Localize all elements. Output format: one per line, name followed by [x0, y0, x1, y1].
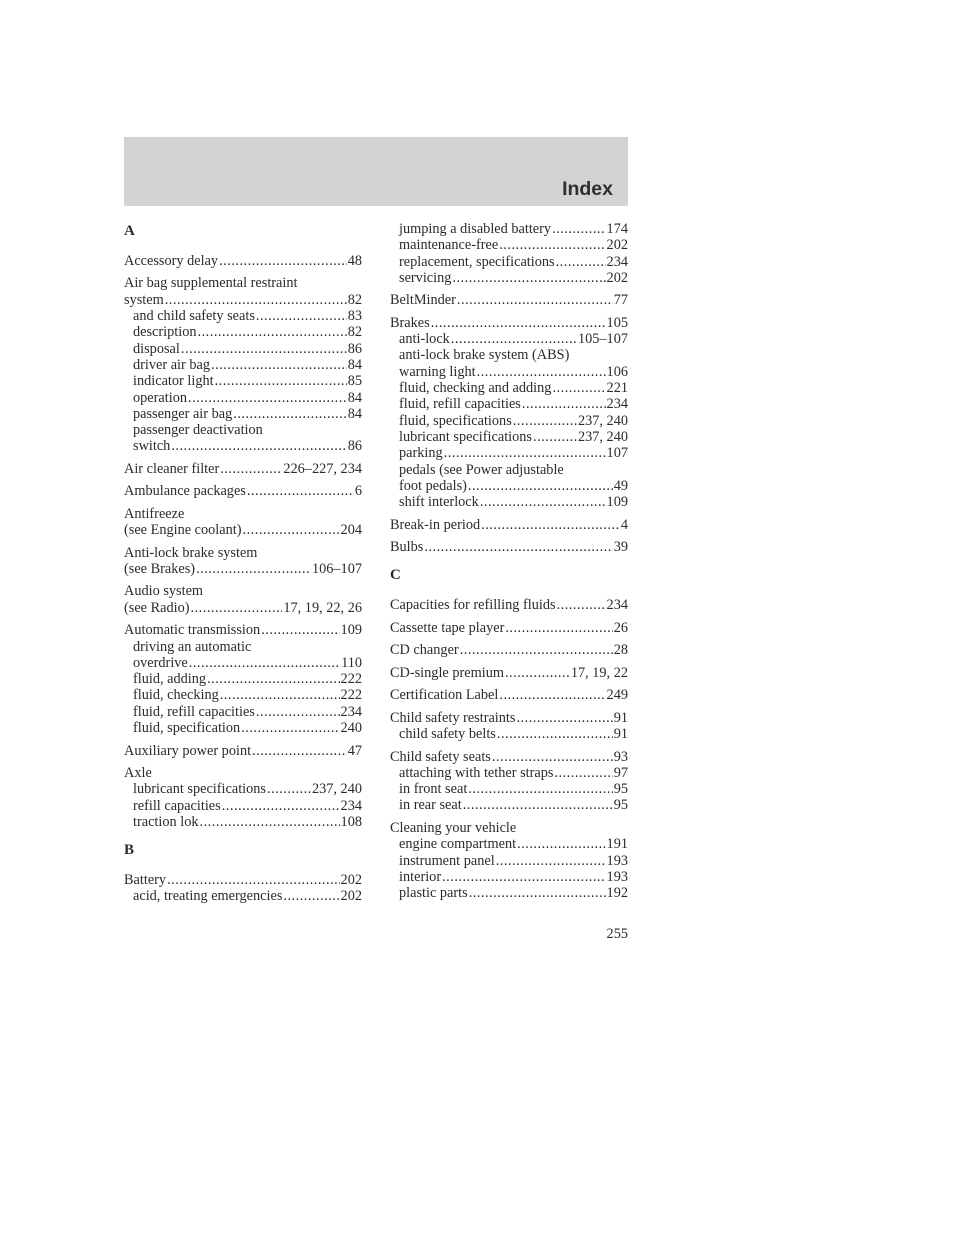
index-page-ref: 82: [347, 324, 362, 341]
dot-leader: [497, 726, 613, 742]
index-subentry-line: [390, 781, 628, 797]
dot-leader: [480, 494, 606, 510]
index-subentry-line: [390, 221, 628, 237]
index-page-ref: 202: [340, 888, 362, 905]
index-page-ref: 85: [347, 373, 362, 390]
index-subentry-line: [390, 413, 628, 429]
index-page-ref: 84: [347, 356, 362, 373]
index-subentry-line: [390, 836, 628, 852]
index-term: traction lok: [133, 813, 199, 830]
index-term: (see Brakes): [124, 560, 196, 577]
index-term: Antifreeze: [124, 505, 185, 522]
index-term: anti-lock: [399, 331, 450, 348]
dot-leader: [492, 749, 613, 765]
index-subentry-line: [124, 341, 362, 357]
dot-leader: [431, 315, 606, 331]
dot-leader: [200, 814, 340, 830]
index-subentry-line: [124, 390, 362, 406]
index-entry-line: [124, 483, 362, 499]
dot-leader: [468, 781, 612, 797]
index-term: jumping a disabled battery: [399, 221, 552, 237]
index-term: parking: [399, 445, 443, 462]
dot-leader: [505, 620, 612, 636]
dot-leader: [256, 308, 347, 324]
index-entry-line: [390, 820, 628, 836]
index-page-ref: 93: [613, 748, 628, 765]
index-page-ref: 222: [340, 671, 362, 688]
index-subentry-line: [124, 639, 362, 655]
index-term: fluid, refill capacities: [133, 703, 255, 720]
index-term: pedals (see Power adjustable: [399, 461, 564, 478]
index-entry-line: [390, 710, 628, 726]
index-entry: [124, 461, 362, 477]
dot-leader: [513, 413, 577, 429]
dot-leader: [533, 429, 577, 445]
index-entry-line: [124, 583, 362, 599]
index-term: fluid, adding: [133, 671, 207, 688]
index-term: Automatic transmission: [124, 622, 261, 639]
index-page-ref: 234: [606, 396, 628, 413]
index-page-ref: 39: [613, 539, 628, 556]
index-page-ref: 91: [613, 726, 628, 743]
index-page-ref: 95: [613, 797, 628, 814]
index-subentry-line: [390, 237, 628, 253]
index-page-ref: 237, 240: [577, 428, 628, 445]
index-term: switch: [133, 438, 171, 455]
index-page-ref: 49: [613, 477, 628, 494]
index-entry-line: [124, 561, 362, 577]
index-term: Break-in period: [390, 516, 481, 533]
dot-leader: [477, 364, 606, 380]
dot-leader: [552, 221, 605, 237]
index-term: fluid, refill capacities: [399, 396, 521, 413]
index-term: plastic parts: [399, 885, 468, 902]
index-page-ref: 192: [606, 885, 628, 902]
index-subentry-line: [124, 357, 362, 373]
index-term: indicator light: [133, 373, 214, 390]
index-page-ref: 48: [347, 253, 362, 269]
index-subentry-line: [390, 494, 628, 510]
index-subentry-line: [390, 347, 628, 363]
index-subentry-line: [390, 445, 628, 461]
index-term: Brakes: [390, 314, 430, 331]
index-page-ref: 95: [613, 781, 628, 798]
index-term: Accessory delay: [124, 253, 219, 269]
index-term: driver air bag: [133, 356, 211, 373]
section-letter: B: [124, 842, 135, 859]
index-page-ref: 86: [347, 438, 362, 455]
index-subentry-line: [124, 781, 362, 797]
index-term: driving an automatic: [133, 638, 252, 655]
index-page-ref: 106–107: [311, 560, 362, 577]
index-page-ref: 107: [606, 445, 628, 462]
index-term: child safety belts: [399, 726, 496, 743]
index-page-ref: 226–227, 234: [283, 460, 362, 477]
index-entry: [124, 483, 362, 499]
index-entry: [124, 506, 362, 539]
dot-leader: [505, 665, 570, 681]
index-entry-line: [390, 620, 628, 636]
dot-leader: [215, 373, 347, 389]
index-term: fluid, checking and adding: [399, 380, 552, 397]
index-subentry-line: [124, 438, 362, 454]
index-entry-line: [124, 461, 362, 477]
index-entry: [390, 597, 628, 613]
index-term: overdrive: [133, 654, 188, 671]
index-entry-line: [390, 597, 628, 613]
index-entry-line: [390, 517, 628, 533]
dot-leader: [522, 396, 606, 412]
page-number: 255: [606, 926, 628, 942]
index-page-ref: 240: [340, 720, 362, 737]
index-page-ref: 47: [347, 742, 362, 759]
section-letter: C: [390, 567, 401, 584]
index-page-ref: 97: [613, 764, 628, 781]
index-page-ref: 91: [613, 709, 628, 726]
index-term: instrument panel: [399, 852, 495, 869]
index-subentry-line: [390, 364, 628, 380]
index-term: replacement, specifications: [399, 253, 555, 270]
index-entry-line: [124, 545, 362, 561]
dot-leader: [188, 390, 347, 406]
index-term: Air cleaner filter: [124, 460, 220, 477]
dot-leader: [243, 522, 340, 538]
index-page-ref: 86: [347, 340, 362, 357]
index-entry: [124, 622, 362, 736]
dot-leader: [444, 445, 606, 461]
index-entry: [124, 275, 362, 454]
index-page-ref: 106: [606, 363, 628, 380]
dot-leader: [468, 478, 613, 494]
index-term: Certification Label: [390, 687, 499, 704]
index-page-ref: 109: [606, 494, 628, 511]
index-subentry-line: [390, 885, 628, 901]
index-term: Bulbs: [390, 539, 424, 556]
index-entry: [124, 765, 362, 830]
index-entry: [390, 710, 628, 743]
index-term: CD-single premium: [390, 664, 504, 681]
index-term: description: [133, 324, 197, 341]
index-term: system: [124, 291, 164, 308]
dot-leader: [256, 704, 340, 720]
index-page-ref: 249: [606, 687, 628, 704]
index-entry: [390, 292, 628, 308]
index-subentry-line: [390, 797, 628, 813]
dot-leader: [165, 292, 347, 308]
index-subentry-line: [390, 331, 628, 347]
index-entry-line: [124, 872, 362, 888]
index-page-ref: 237, 240: [577, 412, 628, 429]
dot-leader: [167, 872, 339, 888]
index-page-ref: 109: [340, 622, 362, 639]
index-subentry-line: [390, 478, 628, 494]
index-term: (see Engine coolant): [124, 522, 242, 539]
index-page-ref: 234: [606, 253, 628, 270]
dot-leader: [556, 254, 606, 270]
index-entry-line: [390, 315, 628, 331]
index-subentry-line: [124, 687, 362, 703]
index-entry-line: [124, 743, 362, 759]
index-page-ref: 84: [347, 389, 362, 406]
index-entry-line: [390, 687, 628, 703]
dot-leader: [496, 853, 606, 869]
index-entry: [124, 583, 362, 616]
index-subentry-line: [390, 869, 628, 885]
index-subentry-line: [124, 655, 362, 671]
index-page-ref: 222: [340, 687, 362, 704]
index-column-left: [124, 221, 362, 911]
index-entry-line: [124, 253, 362, 269]
index-term: in rear seat: [399, 797, 462, 814]
index-subentry-line: [124, 671, 362, 687]
index-page-ref: 84: [347, 405, 362, 422]
index-subentry-line: [390, 726, 628, 742]
dot-leader: [252, 743, 347, 759]
dot-leader: [189, 655, 340, 671]
index-subentry-line: [124, 373, 362, 389]
index-subentry-line: [124, 324, 362, 340]
dot-leader: [517, 836, 605, 852]
index-page-ref: 237, 240: [311, 781, 362, 798]
index-term: fluid, checking: [133, 687, 219, 704]
index-subentry-line: [390, 429, 628, 445]
dot-leader: [469, 885, 606, 901]
dot-leader: [452, 270, 605, 286]
index-term: Audio system: [124, 583, 204, 600]
dot-leader: [267, 781, 311, 797]
dot-leader: [198, 324, 347, 340]
dot-leader: [171, 438, 346, 454]
index-entry-line: [390, 642, 628, 658]
index-term: passenger air bag: [133, 405, 233, 422]
dot-leader: [219, 253, 347, 269]
index-entry-line: [124, 292, 362, 308]
index-subentry-line: [124, 888, 362, 904]
index-page-ref: 4: [620, 516, 628, 533]
index-term: Child safety restraints: [390, 709, 516, 726]
index-term: in front seat: [399, 781, 468, 798]
index-entry: [390, 221, 628, 286]
section-letter: A: [124, 223, 135, 239]
index-page-ref: 234: [606, 597, 628, 614]
index-subentry-line: [390, 380, 628, 396]
index-page-ref: 108: [340, 813, 362, 830]
dot-leader: [463, 797, 613, 813]
index-page-ref: 193: [606, 868, 628, 885]
index-subentry-line: [390, 765, 628, 781]
dot-leader: [220, 687, 340, 703]
index-subentry-line: [390, 254, 628, 270]
dot-leader: [241, 720, 339, 736]
index-entry: [390, 539, 628, 555]
index-page-ref: 17, 19, 22: [570, 664, 628, 681]
index-term: disposal: [133, 340, 180, 357]
dot-leader: [557, 597, 606, 613]
index-term: interior: [399, 868, 442, 885]
index-subentry-line: [124, 720, 362, 736]
index-term: BeltMinder: [390, 292, 456, 309]
index-subentry-line: [390, 396, 628, 412]
dot-leader: [516, 710, 612, 726]
index-term: engine compartment: [399, 836, 517, 853]
index-page-ref: 110: [341, 654, 362, 671]
index-term: shift interlock: [399, 494, 479, 511]
index-page-ref: 202: [606, 269, 628, 286]
index-term: lubricant specifications: [399, 428, 532, 445]
index-page-ref: 77: [613, 292, 628, 309]
index-entry-line: [390, 749, 628, 765]
index-page-ref: 221: [606, 380, 628, 397]
index-term: maintenance-free: [399, 237, 499, 254]
index-page-ref: 234: [340, 703, 362, 720]
index-term: Battery: [124, 872, 167, 889]
index-term: (see Radio): [124, 599, 190, 616]
index-entry: [390, 749, 628, 814]
index-term: operation: [133, 389, 187, 406]
dot-leader: [457, 292, 613, 308]
index-subentry-line: [124, 704, 362, 720]
index-entry-line: [124, 600, 362, 616]
index-term: Anti-lock brake system: [124, 544, 258, 561]
index-column-right: [390, 221, 628, 908]
index-entry: [390, 687, 628, 703]
index-term: CD changer: [390, 642, 459, 659]
index-entry-line: [124, 275, 362, 291]
index-entry: [124, 545, 362, 578]
index-term: attaching with tether straps: [399, 764, 554, 781]
index-page-ref: 174: [606, 221, 628, 237]
index-term: Auxiliary power point: [124, 742, 252, 759]
index-term: Ambulance packages: [124, 483, 246, 500]
dot-leader: [211, 357, 347, 373]
index-entry: [124, 872, 362, 905]
index-term: lubricant specifications: [133, 781, 266, 798]
index-term: Child safety seats: [390, 748, 491, 765]
dot-leader: [460, 642, 613, 658]
page-title: Index: [562, 178, 613, 200]
dot-leader: [554, 765, 612, 781]
index-term: Cassette tape player: [390, 619, 505, 636]
index-subentry-line: [124, 798, 362, 814]
dot-leader: [261, 622, 339, 638]
dot-leader: [424, 539, 612, 555]
index-entry: [390, 517, 628, 533]
dot-leader: [499, 237, 605, 253]
index-page-ref: 28: [613, 642, 628, 659]
index-entry-line: [390, 665, 628, 681]
index-page-ref: 6: [354, 483, 362, 500]
index-page-ref: 193: [606, 852, 628, 869]
index-subentry-line: [124, 308, 362, 324]
index-subentry-line: [124, 406, 362, 422]
index-entry: [390, 642, 628, 658]
index-term: Air bag supplemental restraint: [124, 275, 298, 292]
index-term: Capacities for refilling fluids: [390, 597, 556, 614]
index-page-ref: 26: [613, 619, 628, 636]
dot-leader: [442, 869, 605, 885]
dot-leader: [233, 406, 346, 422]
index-page-ref: 234: [340, 797, 362, 814]
index-entry: [124, 253, 362, 269]
index-page-ref: 82: [347, 291, 362, 308]
header-band: [124, 137, 628, 206]
index-term: foot pedals): [399, 477, 467, 494]
dot-leader: [499, 687, 605, 703]
index-page-ref: 17, 19, 22, 26: [283, 599, 362, 616]
dot-leader: [481, 517, 620, 533]
dot-leader: [247, 483, 354, 499]
index-entry-line: [124, 622, 362, 638]
index-page-ref: 204: [340, 522, 362, 539]
index-term: warning light: [399, 363, 476, 380]
dot-leader: [181, 341, 347, 357]
index-subentry-line: [124, 814, 362, 830]
index-entry-line: [124, 506, 362, 522]
index-entry-line: [124, 765, 362, 781]
index-subentry-line: [390, 270, 628, 286]
index-term: refill capacities: [133, 797, 221, 814]
dot-leader: [196, 561, 311, 577]
index-subentry-line: [390, 462, 628, 478]
index-term: fluid, specification: [133, 720, 241, 737]
index-entry: [390, 665, 628, 681]
index-entry-line: [390, 292, 628, 308]
index-entry: [390, 315, 628, 511]
dot-leader: [451, 331, 577, 347]
dot-leader: [220, 461, 282, 477]
index-subentry-line: [390, 853, 628, 869]
index-entry: [390, 620, 628, 636]
index-page-ref: 105–107: [577, 331, 628, 348]
index-term: and child safety seats: [133, 308, 255, 325]
index-term: Cleaning your vehicle: [390, 819, 517, 836]
index-entry: [390, 820, 628, 901]
index-page-ref: 105: [606, 314, 628, 331]
index-page-ref: 191: [606, 836, 628, 853]
index-term: servicing: [399, 269, 452, 286]
index-page-ref: 202: [340, 872, 362, 889]
index-term: Axle: [124, 765, 152, 781]
index-page-ref: 83: [347, 308, 362, 325]
dot-leader: [283, 888, 339, 904]
dot-leader: [191, 600, 283, 616]
index-entry: [124, 743, 362, 759]
index-page-ref: 202: [606, 237, 628, 254]
index-term: fluid, specifications: [399, 412, 512, 429]
index-term: anti-lock brake system (ABS): [399, 347, 570, 364]
index-entry-line: [124, 522, 362, 538]
dot-leader: [552, 380, 605, 396]
index-entry-line: [390, 539, 628, 555]
index-term: acid, treating emergencies: [133, 888, 283, 905]
dot-leader: [207, 671, 339, 687]
dot-leader: [222, 798, 340, 814]
index-subentry-line: [124, 422, 362, 438]
index-term: passenger deactivation: [133, 422, 263, 439]
